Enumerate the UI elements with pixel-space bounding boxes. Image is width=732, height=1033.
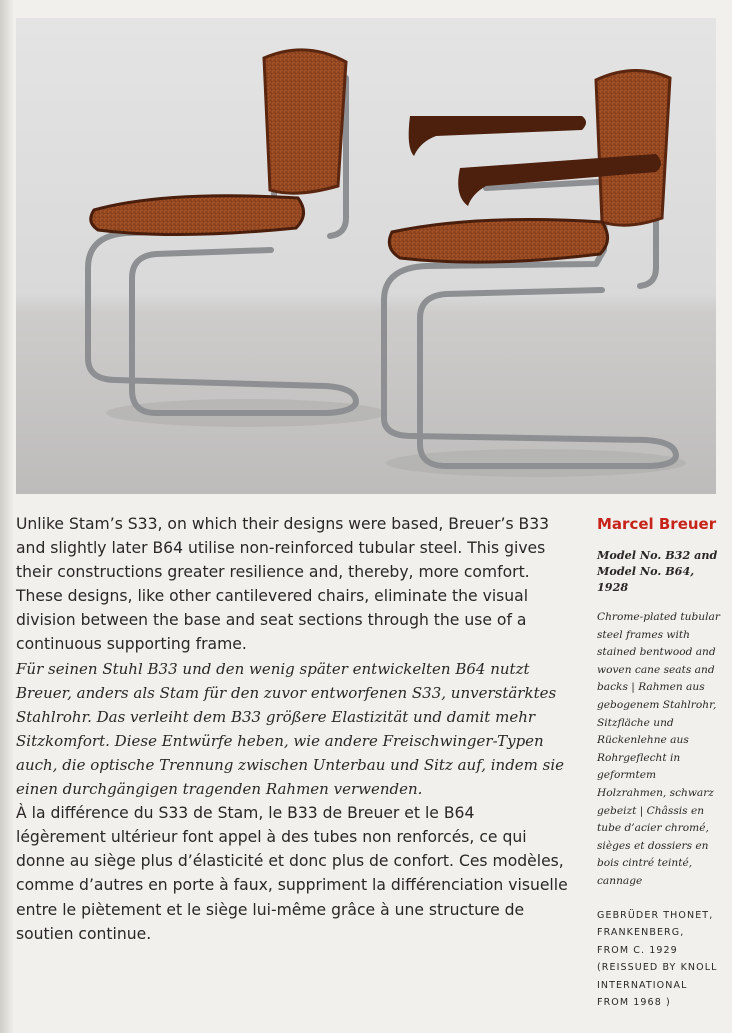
chair-right-back (596, 70, 670, 225)
model-title: Model No. B32 and Model No. B64, 1928 (597, 548, 718, 594)
paragraph-german: Für seinen Stuhl B33 und den wenig später entwickelten B64 nutzt Breuer, anders als Stam für den zuvor entworfenen S33, unverstärktes Stahlrohr. Das verleiht dem B33 größere Elastizität und damit mehr Sitzkomfort. Diese Entwürfe heben, wie andere Freischwinger-Typen auch, die optische Trennung zwischen Unterbau und Sitz auf, indem sie einen durchgängigen tragenden Rahmen verwenden. (16, 659, 565, 799)
page-gutter-shadow (0, 0, 14, 1033)
product-photo (16, 18, 716, 494)
paragraph-english: Unlike Stam’s S33, on which their designs were based, Breuer’s B33 and slightly later B64 utilise non-reinforced tubular steel. This gives their constructions greater resilience and, thereby, more comfort. These designs, like other cantilevered chairs, eliminate the visual division between the base and seat sections through the use of a continuous supporting frame. (16, 515, 550, 654)
materials-description: Chrome-plated tubular steel frames with stained bentwood and woven cane seats and backs | Rahmen aus gebogenem Stahlrohr, Sitzfläche und Rückenlehne aus Rohrgeflecht in geformtem Holzrahmen, schwarz gebeizt | Châssis en tube d’acier chromé, sièges et dossiers en bois cintré teinté, cannage (597, 611, 720, 887)
chair-left-seat (91, 196, 304, 235)
manufacturer-info: GEBRÜDER THONET, FRANKENBERG, FROM C. 1929 (REISSUED BY KNOLL INTERNATIONAL FROM 1968 ) (597, 909, 718, 1009)
chair-left-back (264, 50, 346, 193)
article-body (16, 512, 568, 946)
caption-sidebar (597, 515, 723, 1012)
paragraph-french: À la différence du S33 de Stam, le B33 de Breuer et le B64 légèrement ultérieur font appel à des tubes non renforcés, ce qui donne au siège plus d’élasticité et donc plus de confort. Ces modèles, comme d’autres en porte à faux, suppriment la différenciation visuelle entre le piètement et le siège lui-même grâce à une structure de soutien continue. (16, 804, 568, 943)
chair-right-armrest-back (409, 116, 586, 156)
chairs-illustration (16, 18, 716, 494)
chair-right-seat (389, 220, 607, 263)
designer-name: Marcel Breuer (597, 515, 717, 533)
